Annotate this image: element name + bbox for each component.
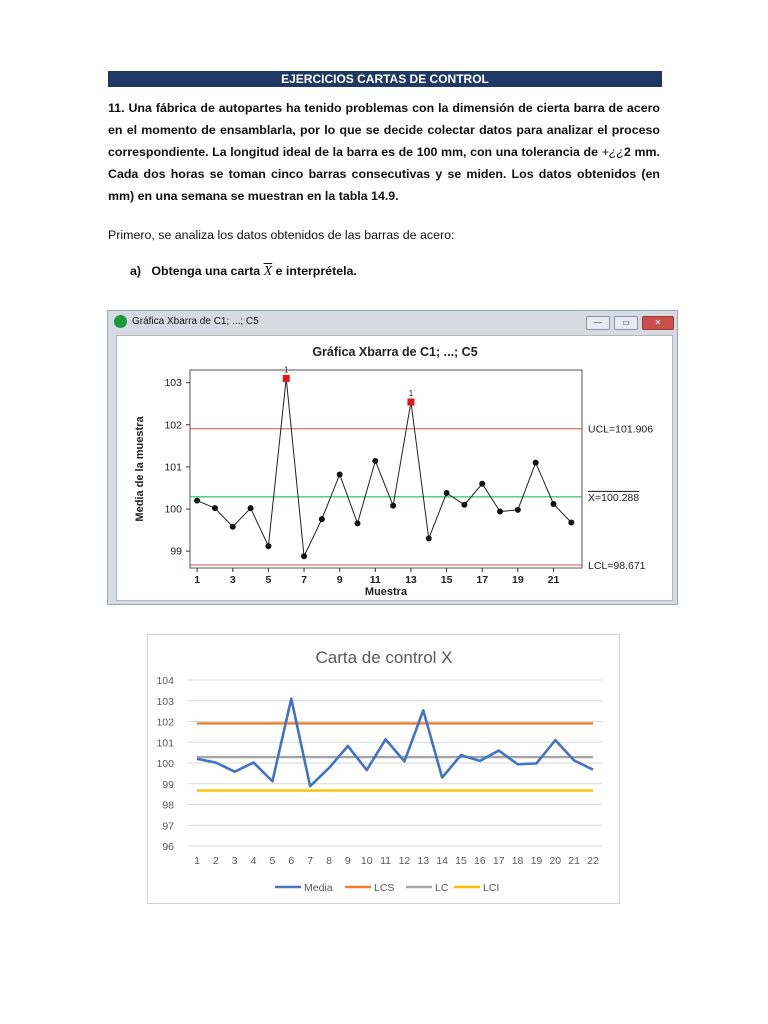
out-of-control-label: 1	[408, 389, 414, 399]
data-point	[461, 502, 467, 508]
limit-label-lcl: LCL=98.671	[588, 560, 646, 573]
problem-text-2: 2 mm. Cada dos horas se toman cinco barras consecutivas y se miden. Los datos obtenidos (en mm) en una semana se muestran en la tabla 14.9.	[108, 145, 660, 203]
data-point	[301, 553, 307, 559]
y-tick-label: 102	[156, 716, 174, 729]
y-tick-label: 102	[164, 419, 182, 432]
x-tick-label: 4	[250, 855, 257, 867]
x-tick-label: 8	[326, 855, 332, 867]
x-tick-label: 9	[336, 574, 343, 586]
y-axis-label: Media de la muestra	[134, 416, 146, 522]
x-tick-label: 20	[549, 855, 562, 867]
x-axis-label: Muestra	[364, 586, 408, 598]
data-point	[515, 507, 521, 513]
y-tick-label: 104	[156, 675, 174, 687]
x-tick-label: 11	[369, 574, 381, 586]
xbar-chart	[117, 336, 672, 600]
data-point	[230, 524, 236, 530]
x-tick-label: 19	[530, 855, 543, 867]
out-of-control-point	[283, 375, 290, 382]
x-tick-label: 5	[265, 574, 272, 586]
x-tick-label: 22	[587, 855, 599, 867]
y-tick-label: 96	[162, 841, 174, 853]
y-tick-label: 99	[170, 545, 182, 558]
x-tick-label: 1	[194, 855, 200, 867]
y-tick-label: 98	[162, 799, 174, 812]
x-tick-label: 3	[229, 574, 236, 586]
out-of-control-label: 1	[283, 365, 289, 375]
x-tick-label: 19	[512, 574, 524, 586]
data-point	[194, 498, 200, 504]
x-tick-label: 2	[212, 855, 219, 867]
x-tick-label: 21	[547, 574, 560, 586]
xbar-symbol: $\overline{X}$	[263, 264, 273, 279]
x-tick-label: 12	[398, 855, 411, 867]
x-tick-label: 15	[455, 855, 467, 867]
x-tick-label: 7	[307, 855, 314, 867]
question-a	[130, 262, 357, 281]
chart-title: Gráfica Xbarra de C1; ...; C5	[312, 345, 478, 359]
window-title: Gráfica Xbarra de C1; ...; C5	[132, 316, 259, 327]
x-tick-label: 7	[301, 574, 307, 586]
close-button[interactable]: ✕	[642, 316, 674, 330]
data-point	[497, 509, 503, 515]
x-tick-label: 6	[288, 855, 295, 867]
data-point	[337, 471, 343, 477]
data-point	[426, 536, 432, 542]
x-tick-label: 17	[476, 574, 489, 586]
data-point	[319, 516, 325, 522]
x-tick-label: 17	[492, 855, 505, 867]
x-tick-label: 3	[231, 855, 238, 867]
excel-chart-title: Carta de control X	[315, 648, 453, 667]
x-tick-label: 13	[417, 855, 430, 867]
limit-label-x: X=100.288	[588, 491, 640, 504]
data-point	[533, 460, 539, 466]
data-point	[265, 543, 271, 549]
plot-frame	[190, 370, 582, 568]
data-point	[479, 481, 485, 487]
section-banner: EJERCICIOS CARTAS DE CONTROL	[108, 71, 662, 87]
y-tick-label: 100	[164, 503, 182, 516]
y-tick-label: 103	[164, 377, 182, 390]
x-tick-label: 16	[474, 855, 486, 867]
question-text-before: Obtenga una carta	[151, 264, 264, 278]
y-tick-label: 101	[156, 737, 174, 750]
data-point	[354, 520, 360, 526]
x-tick-label: 21	[568, 855, 580, 867]
minitab-app-icon	[114, 315, 127, 328]
problem-text-1: Una fábrica de autopartes ha tenido problemas con la dimensión de cierta barra de acero en el momento de ensamblarla, por lo que se decide colectar datos para analizar el proceso correspondiente. La longitud ideal de la barra es de 100 mm, con una tolerancia de	[108, 101, 660, 159]
minimize-button[interactable]: —	[586, 316, 610, 330]
y-tick-label: 101	[164, 461, 182, 474]
x-tick-label: 14	[436, 855, 448, 867]
excel-chart-frame	[147, 634, 620, 904]
minitab-chart-area	[116, 335, 673, 601]
window-titlebar[interactable]	[108, 311, 677, 333]
legend-label-lcs: LCS	[374, 882, 395, 894]
data-point	[372, 458, 378, 464]
question-text-after: e interprétela.	[272, 264, 357, 278]
x-tick-label: 15	[440, 574, 453, 586]
excel-control-chart	[148, 635, 619, 903]
data-point	[550, 501, 556, 507]
x-tick-label: 11	[380, 855, 392, 867]
legend-label-lci: LCI	[483, 882, 500, 894]
x-tick-label: 18	[511, 855, 524, 867]
problem-paragraph	[108, 97, 660, 207]
x-tick-label: 9	[344, 855, 351, 867]
legend-label-media: Media	[304, 882, 333, 894]
x-tick-label: 10	[360, 855, 373, 867]
y-tick-label: 103	[156, 695, 174, 708]
data-point	[568, 520, 574, 526]
question-marker: a)	[130, 264, 142, 278]
maximize-button[interactable]: ▭	[614, 316, 638, 330]
data-point	[390, 503, 396, 509]
limit-label-ucl: UCL=101.906	[588, 423, 654, 436]
x-tick-label: 1	[194, 574, 201, 586]
data-point	[444, 490, 450, 496]
problem-number: 11.	[108, 101, 125, 115]
tolerance-symbol: +¿¿	[601, 145, 624, 159]
y-tick-label: 99	[162, 778, 174, 791]
out-of-control-point	[407, 399, 414, 406]
legend-label-lc: LC	[435, 882, 449, 894]
x-tick-label: 5	[269, 855, 276, 867]
minitab-window	[107, 310, 678, 605]
intro-text: Primero, se analiza los datos obtenidos de las barras de acero:	[108, 228, 455, 242]
y-tick-label: 97	[162, 820, 174, 833]
x-tick-label: 13	[405, 574, 417, 586]
data-point	[212, 505, 218, 511]
y-tick-label: 100	[156, 758, 174, 770]
data-point	[248, 505, 254, 511]
